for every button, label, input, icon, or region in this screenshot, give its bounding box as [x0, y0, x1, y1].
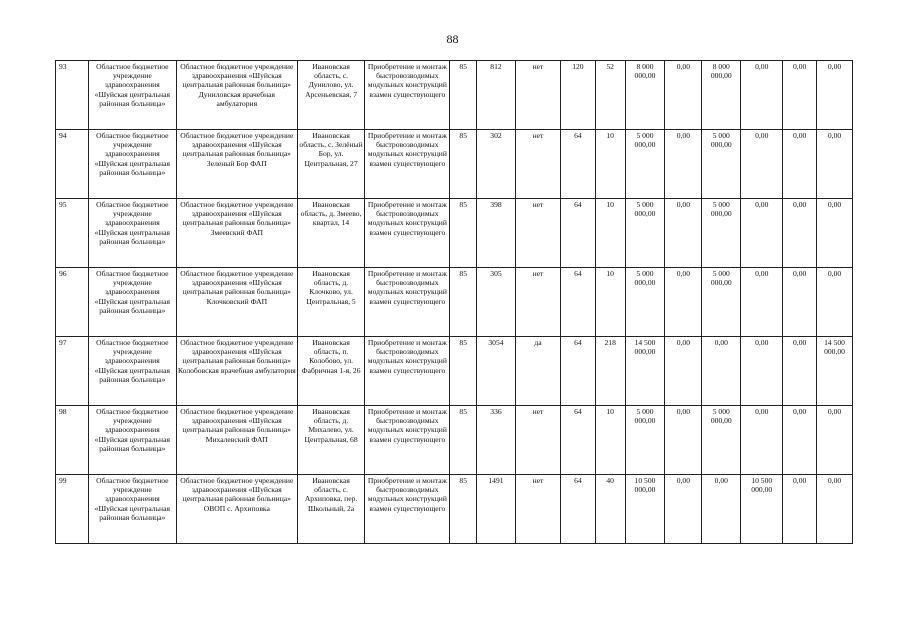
area-cell: 302 — [477, 130, 516, 199]
amount-cell: 0,00 — [817, 199, 853, 268]
flag-cell: нет — [515, 130, 560, 199]
row-number: 99 — [56, 475, 89, 544]
amount-cell: 0,00 — [783, 61, 817, 130]
value-cell: 40 — [595, 475, 625, 544]
amount-cell: 0,00 — [665, 337, 702, 406]
value-cell: 85 — [450, 130, 477, 199]
area-cell: 398 — [477, 199, 516, 268]
value-cell: 64 — [560, 406, 595, 475]
amount-cell: 0,00 — [702, 475, 741, 544]
value-cell: 10 — [595, 406, 625, 475]
amount-cell: 0,00 — [665, 130, 702, 199]
address-cell: Ивановская область, д. Змеево, квартал, 14 — [297, 199, 365, 268]
work-type-cell: Приобретение и монтаж быстровозводимых модульных конструкций взамен существующего — [365, 406, 450, 475]
object-cell: Областное бюджетное учреждение здравоохранения «Шуйская центральная районная больница» Дуниловская врачебная амбулатория — [176, 61, 297, 130]
amount-cell: 0,00 — [741, 337, 783, 406]
value-cell: 64 — [560, 130, 595, 199]
total-cell: 10 500 000,00 — [625, 475, 665, 544]
table-row — [56, 61, 853, 130]
address-cell: Ивановская область, п. Колобово, ул. Фабричная 1-я, 26 — [297, 337, 365, 406]
amount-cell: 5 000 000,00 — [702, 130, 741, 199]
total-cell: 5 000 000,00 — [625, 130, 665, 199]
amount-cell: 8 000 000,00 — [702, 61, 741, 130]
value-cell: 85 — [450, 61, 477, 130]
amount-cell: 0,00 — [741, 199, 783, 268]
value-cell: 85 — [450, 268, 477, 337]
amount-cell: 14 500 000,00 — [817, 337, 853, 406]
customer-cell: Областное бюджетное учреждение здравоохранения «Шуйская центральная районная больница» — [88, 268, 176, 337]
value-cell: 64 — [560, 199, 595, 268]
row-number: 96 — [56, 268, 89, 337]
amount-cell: 0,00 — [783, 337, 817, 406]
flag-cell: да — [515, 337, 560, 406]
object-cell: Областное бюджетное учреждение здравоохранения «Шуйская центральная районная больница» Колобовская врачебная амбулатория — [176, 337, 297, 406]
table-row — [56, 130, 853, 199]
flag-cell: нет — [515, 199, 560, 268]
value-cell: 120 — [560, 61, 595, 130]
amount-cell: 0,00 — [741, 268, 783, 337]
object-cell: Областное бюджетное учреждение здравоохранения «Шуйская центральная районная больница» Клочковский ФАП — [176, 268, 297, 337]
table-row — [56, 199, 853, 268]
amount-cell: 0,00 — [741, 61, 783, 130]
address-cell: Ивановская область, с. Зелёный Бор, ул. Центральная, 27 — [297, 130, 365, 199]
value-cell: 64 — [560, 475, 595, 544]
work-type-cell: Приобретение и монтаж быстровозводимых модульных конструкций взамен существующего — [365, 199, 450, 268]
address-cell: Ивановская область, д. Клочково, ул. Центральная, 5 — [297, 268, 365, 337]
page-number: 88 — [446, 32, 459, 46]
value-cell: 10 — [595, 199, 625, 268]
amount-cell: 0,00 — [702, 337, 741, 406]
table-row — [56, 268, 853, 337]
total-cell: 8 000 000,00 — [625, 61, 665, 130]
value-cell: 64 — [560, 268, 595, 337]
customer-cell: Областное бюджетное учреждение здравоохранения «Шуйская центральная районная больница» — [88, 130, 176, 199]
amount-cell: 5 000 000,00 — [702, 268, 741, 337]
address-cell: Ивановская область, д. Михалево, ул. Центральная, 68 — [297, 406, 365, 475]
area-cell: 3054 — [477, 337, 516, 406]
total-cell: 5 000 000,00 — [625, 406, 665, 475]
value-cell: 64 — [560, 337, 595, 406]
amount-cell: 0,00 — [817, 406, 853, 475]
amount-cell: 0,00 — [817, 268, 853, 337]
amount-cell: 0,00 — [817, 475, 853, 544]
area-cell: 1491 — [477, 475, 516, 544]
address-cell: Ивановская область, с. Архиповка, пер. Школьный, 2а — [297, 475, 365, 544]
amount-cell: 0,00 — [783, 130, 817, 199]
value-cell: 52 — [595, 61, 625, 130]
amount-cell: 0,00 — [741, 406, 783, 475]
amount-cell: 0,00 — [783, 199, 817, 268]
amount-cell: 0,00 — [817, 130, 853, 199]
flag-cell: нет — [515, 406, 560, 475]
work-type-cell: Приобретение и монтаж быстровозводимых модульных конструкций взамен существующего — [365, 337, 450, 406]
address-cell: Ивановская область, с. Дунилово, ул. Арсеньевская, 7 — [297, 61, 365, 130]
work-type-cell: Приобретение и монтаж быстровозводимых модульных конструкций взамен существующего — [365, 475, 450, 544]
customer-cell: Областное бюджетное учреждение здравоохранения «Шуйская центральная районная больница» — [88, 199, 176, 268]
total-cell: 14 500 000,00 — [625, 337, 665, 406]
object-cell: Областное бюджетное учреждение здравоохранения «Шуйская центральная районная больница» Зеленый Бор ФАП — [176, 130, 297, 199]
amount-cell: 0,00 — [783, 406, 817, 475]
row-number: 93 — [56, 61, 89, 130]
flag-cell: нет — [515, 475, 560, 544]
amount-cell: 0,00 — [783, 268, 817, 337]
customer-cell: Областное бюджетное учреждение здравоохранения «Шуйская центральная районная больница» — [88, 406, 176, 475]
area-cell: 812 — [477, 61, 516, 130]
value-cell: 218 — [595, 337, 625, 406]
object-cell: Областное бюджетное учреждение здравоохранения «Шуйская центральная районная больница» Змеевский ФАП — [176, 199, 297, 268]
total-cell: 5 000 000,00 — [625, 199, 665, 268]
value-cell: 10 — [595, 130, 625, 199]
table-row — [56, 337, 853, 406]
amount-cell: 0,00 — [665, 61, 702, 130]
flag-cell: нет — [515, 268, 560, 337]
value-cell: 85 — [450, 475, 477, 544]
amount-cell: 0,00 — [665, 199, 702, 268]
value-cell: 85 — [450, 199, 477, 268]
value-cell: 85 — [450, 337, 477, 406]
area-cell: 336 — [477, 406, 516, 475]
facilities-table — [55, 60, 853, 544]
area-cell: 305 — [477, 268, 516, 337]
amount-cell: 10 500 000,00 — [741, 475, 783, 544]
value-cell: 10 — [595, 268, 625, 337]
table-row — [56, 475, 853, 544]
row-number: 97 — [56, 337, 89, 406]
amount-cell: 0,00 — [665, 406, 702, 475]
amount-cell: 0,00 — [665, 475, 702, 544]
object-cell: Областное бюджетное учреждение здравоохранения «Шуйская центральная районная больница» ОВОП с. Архиповка — [176, 475, 297, 544]
work-type-cell: Приобретение и монтаж быстровозводимых модульных конструкций взамен существующего — [365, 130, 450, 199]
total-cell: 5 000 000,00 — [625, 268, 665, 337]
object-cell: Областное бюджетное учреждение здравоохранения «Шуйская центральная районная больница» Михалевский ФАП — [176, 406, 297, 475]
amount-cell: 0,00 — [817, 61, 853, 130]
amount-cell: 5 000 000,00 — [702, 406, 741, 475]
customer-cell: Областное бюджетное учреждение здравоохранения «Шуйская центральная районная больница» — [88, 475, 176, 544]
amount-cell: 5 000 000,00 — [702, 199, 741, 268]
row-number: 94 — [56, 130, 89, 199]
customer-cell: Областное бюджетное учреждение здравоохранения «Шуйская центральная районная больница» — [88, 337, 176, 406]
row-number: 98 — [56, 406, 89, 475]
amount-cell: 0,00 — [665, 268, 702, 337]
flag-cell: нет — [515, 61, 560, 130]
customer-cell: Областное бюджетное учреждение здравоохранения «Шуйская центральная районная больница» — [88, 61, 176, 130]
work-type-cell: Приобретение и монтаж быстровозводимых модульных конструкций взамен существующего — [365, 61, 450, 130]
table-row — [56, 406, 853, 475]
amount-cell: 0,00 — [783, 475, 817, 544]
row-number: 95 — [56, 199, 89, 268]
amount-cell: 0,00 — [741, 130, 783, 199]
work-type-cell: Приобретение и монтаж быстровозводимых модульных конструкций взамен существующего — [365, 268, 450, 337]
value-cell: 85 — [450, 406, 477, 475]
